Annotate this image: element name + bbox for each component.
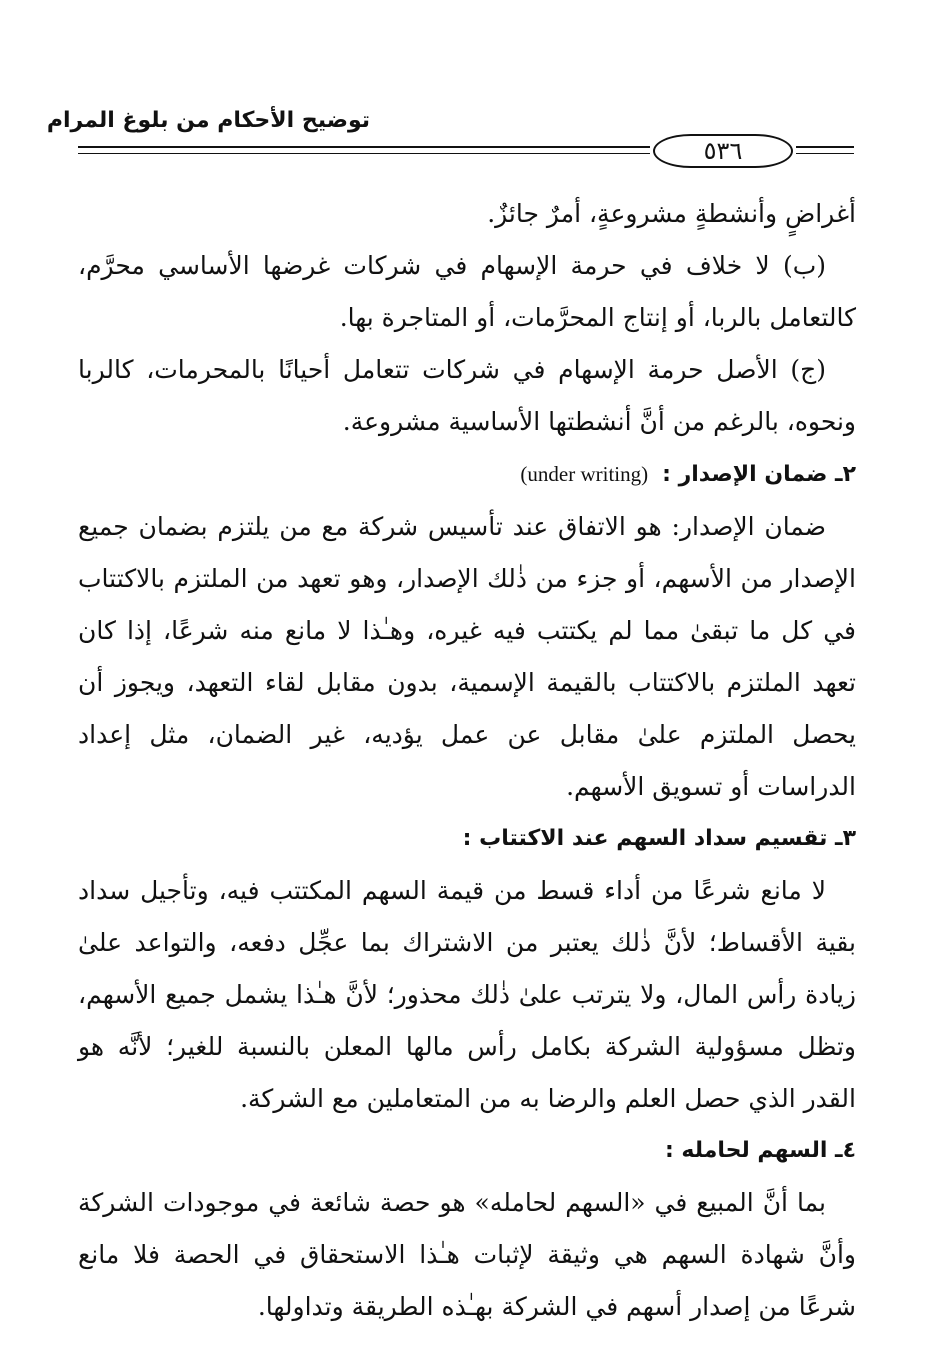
book-title: توضيح الأحكام من بلوغ المرام (46, 108, 370, 133)
header-rule-left-bottom (78, 153, 650, 154)
paragraph-b: (ب) لا خلاف في حرمة الإسهام في شركات غرضها الأساسي محرَّم، كالتعامل بالربا، أو إنتاج المحرَّمات، أو المتاجرة بها. (78, 251, 856, 332)
section-body-installments: لا مانع شرعًا من أداء قسط من قيمة السهم المكتتب فيه، وتأجيل سداد بقية الأقساط؛ لأنَّ ذٰلك يعتبر من الاشتراك بما عجِّل دفعه، والتواعد علىٰ زيادة رأس المال، ولا يترتب علىٰ ذٰلك محذور؛ لأنَّ هـٰذا يشمل جميع الأسهم، وتظل مسؤولية الشركة بكامل رأس مالها المعلن بالنسبة للغير؛ لأنَّه هو القدر الذي حصل العلم والرضا به من المتعاملين مع الشركة. (78, 876, 856, 1113)
section-heading-installments: ٣ـ تقسيم سداد السهم عند الاكتتاب : (462, 826, 856, 851)
paragraph-continuation: أغراضٍ وأنشطةٍ مشروعةٍ، أمرٌ جائزٌ. (487, 199, 856, 228)
page-number: ٥٣٦ (653, 134, 793, 168)
section-heading-bearer-share: ٤ـ السهم لحامله : (664, 1138, 856, 1163)
section-heading-underwriting-text: ٢ـ ضمان الإصدار : (662, 462, 856, 487)
header-rule-right-top (796, 146, 854, 148)
section-heading-underwriting-latin: (under writing) (520, 462, 649, 486)
header-rule-left-top (78, 146, 650, 148)
section-body-underwriting: ضمان الإصدار: هو الاتفاق عند تأسيس شركة مع من يلتزم بضمان جميع الإصدار من الأسهم، أو جزء من ذٰلك الإصدار، وهو تعهد من الملتزم بالاكتتاب في كل ما تبقىٰ مما لم يكتتب فيه غيره، وهـٰذا لا مانع منه شرعًا، إذا كان تعهد الملتزم بالاكتتاب بالقيمة الإسمية، بدون مقابل لقاء التعهد، ويجوز أن يحصل الملتزم علىٰ مقابل عن عمل يؤديه، غير الضمان، مثل إعداد الدراسات أو تسويق الأسهم. (78, 512, 856, 801)
section-heading-underwriting (78, 448, 856, 501)
page-header (46, 108, 854, 168)
section-body-bearer-share: بما أنَّ المبيع في «السهم لحامله» هو حصة شائعة في موجودات الشركة وأنَّ شهادة السهم هي وثيقة لإثبات هـٰذا الاستحقاق في الحصة فلا مانع شرعًا من إصدار أسهم في الشركة بهـٰذه الطريقة وتداولها. (78, 1188, 856, 1321)
paragraph-c: (ج) الأصل حرمة الإسهام في شركات تتعامل أحيانًا بالمحرمات، كالربا ونحوه، بالرغم من أنَّ أنشطتها الأساسية مشروعة. (78, 355, 856, 436)
page-body (78, 188, 856, 1333)
header-rule-right-bottom (796, 153, 854, 154)
